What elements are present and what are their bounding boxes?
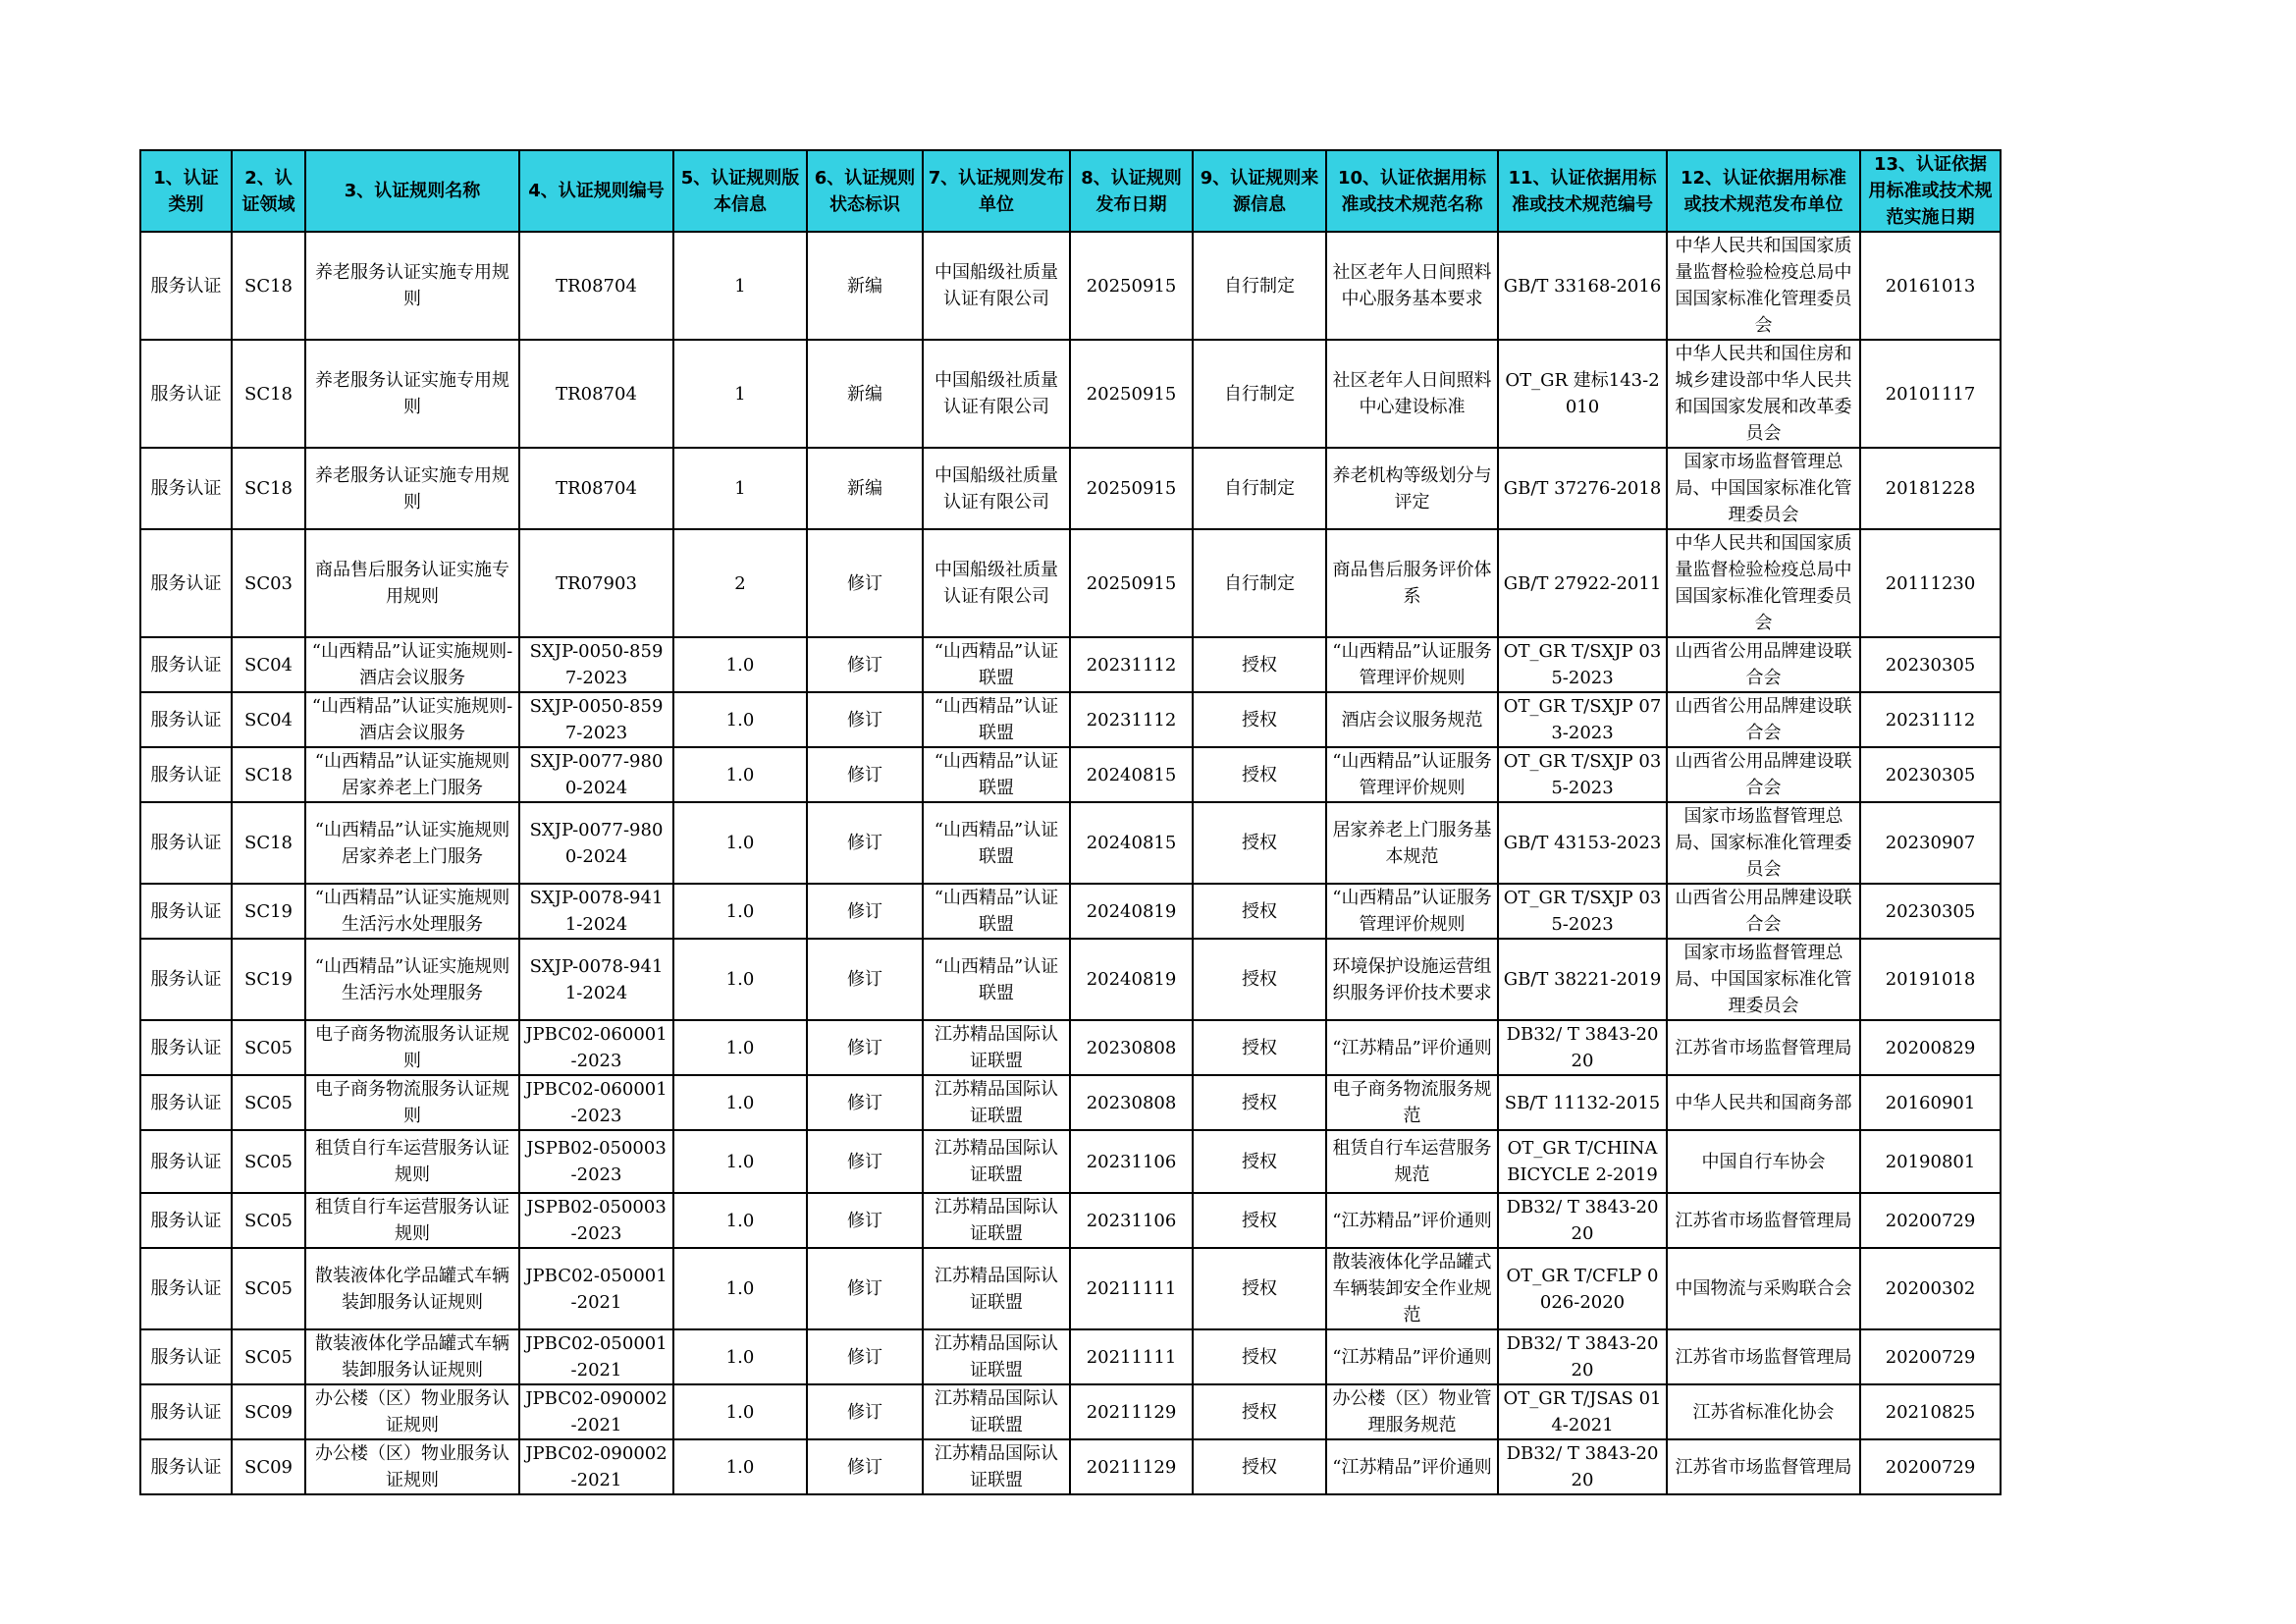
cell-standard-name: 电子商务物流服务规范 xyxy=(1326,1075,1498,1130)
cell-rule-publisher: 江苏精品国际认证联盟 xyxy=(923,1075,1070,1130)
cell-standard-number: OT_GR T/CFLP 0026-2020 xyxy=(1498,1248,1667,1329)
cell-rule-status: 修订 xyxy=(807,1329,923,1384)
cell-standard-number: DB32/ T 3843-2020 xyxy=(1498,1020,1667,1075)
cell-field: SC18 xyxy=(232,747,305,802)
cell-standard-name: 办公楼（区）物业管理服务规范 xyxy=(1326,1384,1498,1439)
cell-standard-name: 租赁自行车运营服务规范 xyxy=(1326,1130,1498,1193)
cell-rule-version: 2 xyxy=(673,529,807,637)
cell-rule-publish-date: 20211111 xyxy=(1070,1248,1193,1329)
cell-category: 服务认证 xyxy=(140,1384,232,1439)
cell-field: SC18 xyxy=(232,802,305,884)
cell-standard-publisher: 中国物流与采购联合会 xyxy=(1667,1248,1860,1329)
cell-category: 服务认证 xyxy=(140,747,232,802)
cell-rule-number: JSPB02-050003-2023 xyxy=(519,1193,673,1248)
cell-category: 服务认证 xyxy=(140,939,232,1020)
cell-rule-version: 1.0 xyxy=(673,747,807,802)
cell-standard-effective-date: 20200729 xyxy=(1860,1439,2001,1494)
cell-rule-name: 电子商务物流服务认证规则 xyxy=(305,1075,519,1130)
table-row xyxy=(140,1384,2001,1439)
cell-rule-number: TR08704 xyxy=(519,232,673,340)
cell-rule-publish-date: 20250915 xyxy=(1070,232,1193,340)
cell-standard-name: “山西精品”认证服务管理评价规则 xyxy=(1326,637,1498,692)
cell-standard-effective-date: 20161013 xyxy=(1860,232,2001,340)
cell-standard-number: OT_GR T/CHINABICYCLE 2-2019 xyxy=(1498,1130,1667,1193)
cell-standard-number: GB/T 37276-2018 xyxy=(1498,448,1667,529)
cell-category: 服务认证 xyxy=(140,232,232,340)
cell-rule-name: 养老服务认证实施专用规则 xyxy=(305,340,519,448)
cell-rule-publisher: “山西精品”认证联盟 xyxy=(923,747,1070,802)
cell-field: SC09 xyxy=(232,1439,305,1494)
table-row xyxy=(140,747,2001,802)
cell-rule-status: 修订 xyxy=(807,884,923,939)
table-row xyxy=(140,1130,2001,1193)
cell-rule-number: JPBC02-050001-2021 xyxy=(519,1329,673,1384)
cell-rule-status: 修订 xyxy=(807,1020,923,1075)
cell-standard-name: 社区老年人日间照料中心服务基本要求 xyxy=(1326,232,1498,340)
cell-rule-version: 1.0 xyxy=(673,637,807,692)
cell-rule-source: 授权 xyxy=(1193,1130,1326,1193)
table-row xyxy=(140,1248,2001,1329)
table-row xyxy=(140,1020,2001,1075)
cell-rule-publish-date: 20250915 xyxy=(1070,340,1193,448)
cell-rule-number: JPBC02-060001-2023 xyxy=(519,1075,673,1130)
cell-standard-number: DB32/ T 3843-2020 xyxy=(1498,1439,1667,1494)
cell-rule-version: 1.0 xyxy=(673,884,807,939)
certification-rules-table xyxy=(139,149,2002,1495)
cell-rule-status: 修订 xyxy=(807,1439,923,1494)
cell-standard-effective-date: 20191018 xyxy=(1860,939,2001,1020)
header-rule-number: 4、认证规则编号 xyxy=(519,150,673,232)
cell-standard-publisher: 江苏省市场监督管理局 xyxy=(1667,1020,1860,1075)
table-row xyxy=(140,1329,2001,1384)
header-rule-status: 6、认证规则状态标识 xyxy=(807,150,923,232)
cell-rule-source: 授权 xyxy=(1193,939,1326,1020)
cell-rule-publisher: 江苏精品国际认证联盟 xyxy=(923,1439,1070,1494)
header-rule-publisher: 7、认证规则发布单位 xyxy=(923,150,1070,232)
cell-rule-number: SXJP-0050-8597-2023 xyxy=(519,637,673,692)
cell-rule-number: JPBC02-050001-2021 xyxy=(519,1248,673,1329)
table-row xyxy=(140,232,2001,340)
cell-rule-publish-date: 20211111 xyxy=(1070,1329,1193,1384)
cell-field: SC05 xyxy=(232,1130,305,1193)
cell-standard-publisher: 山西省公用品牌建设联合会 xyxy=(1667,747,1860,802)
cell-rule-publisher: 江苏精品国际认证联盟 xyxy=(923,1193,1070,1248)
table-row xyxy=(140,448,2001,529)
cell-rule-status: 修订 xyxy=(807,637,923,692)
cell-field: SC19 xyxy=(232,939,305,1020)
cell-rule-status: 修订 xyxy=(807,1075,923,1130)
table-row xyxy=(140,884,2001,939)
cell-field: SC05 xyxy=(232,1075,305,1130)
cell-rule-source: 授权 xyxy=(1193,1075,1326,1130)
cell-rule-name: 养老服务认证实施专用规则 xyxy=(305,448,519,529)
cell-standard-effective-date: 20230907 xyxy=(1860,802,2001,884)
header-field: 2、认证领域 xyxy=(232,150,305,232)
cell-rule-name: 办公楼（区）物业服务认证规则 xyxy=(305,1439,519,1494)
cell-rule-status: 新编 xyxy=(807,232,923,340)
header-category: 1、认证类别 xyxy=(140,150,232,232)
cell-rule-version: 1.0 xyxy=(673,939,807,1020)
cell-rule-name: “山西精品”认证实施规则 生活污水处理服务 xyxy=(305,939,519,1020)
cell-rule-status: 修订 xyxy=(807,747,923,802)
cell-rule-source: 授权 xyxy=(1193,1020,1326,1075)
cell-rule-number: TR07903 xyxy=(519,529,673,637)
cell-category: 服务认证 xyxy=(140,448,232,529)
cell-rule-source: 授权 xyxy=(1193,802,1326,884)
cell-rule-source: 自行制定 xyxy=(1193,448,1326,529)
cell-standard-name: “山西精品”认证服务管理评价规则 xyxy=(1326,884,1498,939)
cell-standard-publisher: 山西省公用品牌建设联合会 xyxy=(1667,637,1860,692)
cell-standard-effective-date: 20231112 xyxy=(1860,692,2001,747)
cell-rule-publish-date: 20240815 xyxy=(1070,747,1193,802)
header-standard-number: 11、认证依据用标准或技术规范编号 xyxy=(1498,150,1667,232)
cell-rule-source: 授权 xyxy=(1193,1248,1326,1329)
cell-field: SC04 xyxy=(232,637,305,692)
cell-field: SC18 xyxy=(232,340,305,448)
cell-standard-effective-date: 20230305 xyxy=(1860,884,2001,939)
header-rule-source: 9、认证规则来源信息 xyxy=(1193,150,1326,232)
cell-standard-publisher: 江苏省市场监督管理局 xyxy=(1667,1329,1860,1384)
cell-rule-name: 散装液体化学品罐式车辆装卸服务认证规则 xyxy=(305,1248,519,1329)
cell-rule-publisher: 中国船级社质量认证有限公司 xyxy=(923,340,1070,448)
cell-standard-publisher: 山西省公用品牌建设联合会 xyxy=(1667,884,1860,939)
cell-standard-number: SB/T 11132-2015 xyxy=(1498,1075,1667,1130)
cell-standard-number: OT_GR T/SXJP 035-2023 xyxy=(1498,747,1667,802)
cell-standard-publisher: 江苏省标准化协会 xyxy=(1667,1384,1860,1439)
cell-standard-number: GB/T 33168-2016 xyxy=(1498,232,1667,340)
cell-category: 服务认证 xyxy=(140,1248,232,1329)
cell-rule-publish-date: 20231106 xyxy=(1070,1130,1193,1193)
cell-rule-name: 养老服务认证实施专用规则 xyxy=(305,232,519,340)
cell-rule-publish-date: 20211129 xyxy=(1070,1439,1193,1494)
cell-rule-number: SXJP-0050-8597-2023 xyxy=(519,692,673,747)
cell-rule-number: JPBC02-090002-2021 xyxy=(519,1384,673,1439)
cell-rule-status: 修订 xyxy=(807,1248,923,1329)
cell-rule-publisher: 江苏精品国际认证联盟 xyxy=(923,1384,1070,1439)
cell-field: SC04 xyxy=(232,692,305,747)
cell-field: SC05 xyxy=(232,1329,305,1384)
cell-rule-name: “山西精品”认证实施规则-酒店会议服务 xyxy=(305,692,519,747)
cell-standard-effective-date: 20200729 xyxy=(1860,1193,2001,1248)
cell-field: SC05 xyxy=(232,1193,305,1248)
cell-rule-number: TR08704 xyxy=(519,340,673,448)
cell-standard-number: DB32/ T 3843-2020 xyxy=(1498,1193,1667,1248)
cell-rule-publisher: 江苏精品国际认证联盟 xyxy=(923,1329,1070,1384)
cell-category: 服务认证 xyxy=(140,692,232,747)
cell-standard-publisher: 国家市场监督管理总局、中国国家标准化管理委员会 xyxy=(1667,448,1860,529)
cell-standard-publisher: 中国自行车协会 xyxy=(1667,1130,1860,1193)
cell-standard-number: GB/T 43153-2023 xyxy=(1498,802,1667,884)
cell-standard-number: GB/T 27922-2011 xyxy=(1498,529,1667,637)
cell-field: SC18 xyxy=(232,232,305,340)
cell-rule-version: 1.0 xyxy=(673,692,807,747)
cell-rule-publisher: “山西精品”认证联盟 xyxy=(923,884,1070,939)
cell-rule-publish-date: 20231112 xyxy=(1070,692,1193,747)
cell-field: SC05 xyxy=(232,1248,305,1329)
table-row xyxy=(140,802,2001,884)
cell-rule-publish-date: 20230808 xyxy=(1070,1020,1193,1075)
cell-rule-status: 新编 xyxy=(807,340,923,448)
cell-category: 服务认证 xyxy=(140,1193,232,1248)
cell-category: 服务认证 xyxy=(140,340,232,448)
cell-rule-status: 修订 xyxy=(807,939,923,1020)
cell-rule-source: 自行制定 xyxy=(1193,529,1326,637)
cell-category: 服务认证 xyxy=(140,1439,232,1494)
cell-rule-number: TR08704 xyxy=(519,448,673,529)
cell-field: SC03 xyxy=(232,529,305,637)
cell-rule-source: 授权 xyxy=(1193,747,1326,802)
cell-standard-effective-date: 20200729 xyxy=(1860,1329,2001,1384)
cell-standard-effective-date: 20230305 xyxy=(1860,747,2001,802)
cell-standard-publisher: 江苏省市场监督管理局 xyxy=(1667,1439,1860,1494)
cell-standard-effective-date: 20200829 xyxy=(1860,1020,2001,1075)
cell-rule-publish-date: 20240819 xyxy=(1070,884,1193,939)
cell-standard-effective-date: 20160901 xyxy=(1860,1075,2001,1130)
cell-category: 服务认证 xyxy=(140,637,232,692)
table-row xyxy=(140,637,2001,692)
cell-rule-status: 修订 xyxy=(807,802,923,884)
cell-rule-name: 租赁自行车运营服务认证规则 xyxy=(305,1130,519,1193)
cell-standard-name: “江苏精品”评价通则 xyxy=(1326,1439,1498,1494)
cell-rule-number: SXJP-0077-9800-2024 xyxy=(519,747,673,802)
cell-standard-publisher: 中华人民共和国国家质量监督检验检疫总局中国国家标准化管理委员会 xyxy=(1667,529,1860,637)
cell-rule-name: 办公楼（区）物业服务认证规则 xyxy=(305,1384,519,1439)
cell-standard-publisher: 国家市场监督管理总局、国家标准化管理委员会 xyxy=(1667,802,1860,884)
cell-standard-effective-date: 20101117 xyxy=(1860,340,2001,448)
cell-category: 服务认证 xyxy=(140,529,232,637)
cell-rule-name: 租赁自行车运营服务认证规则 xyxy=(305,1193,519,1248)
cell-standard-number: GB/T 38221-2019 xyxy=(1498,939,1667,1020)
cell-rule-publisher: 江苏精品国际认证联盟 xyxy=(923,1020,1070,1075)
cell-standard-publisher: 国家市场监督管理总局、中国国家标准化管理委员会 xyxy=(1667,939,1860,1020)
header-rule-name: 3、认证规则名称 xyxy=(305,150,519,232)
cell-rule-number: SXJP-0078-9411-2024 xyxy=(519,884,673,939)
cell-rule-publisher: 中国船级社质量认证有限公司 xyxy=(923,232,1070,340)
cell-rule-source: 授权 xyxy=(1193,637,1326,692)
table-row xyxy=(140,1439,2001,1494)
cell-rule-number: JSPB02-050003-2023 xyxy=(519,1130,673,1193)
table-row xyxy=(140,529,2001,637)
cell-rule-source: 自行制定 xyxy=(1193,340,1326,448)
cell-rule-publish-date: 20211129 xyxy=(1070,1384,1193,1439)
cell-rule-version: 1.0 xyxy=(673,1193,807,1248)
table-body xyxy=(140,232,2001,1494)
cell-rule-source: 授权 xyxy=(1193,1439,1326,1494)
cell-category: 服务认证 xyxy=(140,802,232,884)
cell-rule-source: 自行制定 xyxy=(1193,232,1326,340)
cell-rule-name: “山西精品”认证实施规则 生活污水处理服务 xyxy=(305,884,519,939)
header-standard-publisher: 12、认证依据用标准或技术规范发布单位 xyxy=(1667,150,1860,232)
cell-field: SC09 xyxy=(232,1384,305,1439)
cell-standard-name: 环境保护设施运营组织服务评价技术要求 xyxy=(1326,939,1498,1020)
cell-standard-number: DB32/ T 3843-2020 xyxy=(1498,1329,1667,1384)
cell-standard-name: “江苏精品”评价通则 xyxy=(1326,1020,1498,1075)
cell-standard-publisher: 中华人民共和国商务部 xyxy=(1667,1075,1860,1130)
cell-rule-source: 授权 xyxy=(1193,692,1326,747)
cell-rule-number: SXJP-0077-9800-2024 xyxy=(519,802,673,884)
cell-standard-effective-date: 20181228 xyxy=(1860,448,2001,529)
table-row xyxy=(140,1193,2001,1248)
cell-rule-status: 修订 xyxy=(807,1193,923,1248)
cell-rule-status: 新编 xyxy=(807,448,923,529)
cell-rule-publisher: “山西精品”认证联盟 xyxy=(923,802,1070,884)
cell-rule-source: 授权 xyxy=(1193,1329,1326,1384)
cell-standard-name: 酒店会议服务规范 xyxy=(1326,692,1498,747)
cell-rule-name: 散装液体化学品罐式车辆装卸服务认证规则 xyxy=(305,1329,519,1384)
cell-rule-publish-date: 20231112 xyxy=(1070,637,1193,692)
cell-rule-version: 1 xyxy=(673,448,807,529)
cell-field: SC05 xyxy=(232,1020,305,1075)
cell-rule-number: JPBC02-090002-2021 xyxy=(519,1439,673,1494)
cell-rule-name: “山西精品”认证实施规则 居家养老上门服务 xyxy=(305,802,519,884)
header-standard-name: 10、认证依据用标准或技术规范名称 xyxy=(1326,150,1498,232)
cell-rule-publish-date: 20231106 xyxy=(1070,1193,1193,1248)
cell-rule-version: 1 xyxy=(673,340,807,448)
header-row xyxy=(140,150,2001,232)
cell-rule-publisher: 中国船级社质量认证有限公司 xyxy=(923,448,1070,529)
cell-standard-effective-date: 20230305 xyxy=(1860,637,2001,692)
cell-standard-number: OT_GR T/SXJP 035-2023 xyxy=(1498,884,1667,939)
cell-rule-version: 1.0 xyxy=(673,1439,807,1494)
cell-rule-version: 1.0 xyxy=(673,802,807,884)
cell-standard-name: “江苏精品”评价通则 xyxy=(1326,1193,1498,1248)
cell-rule-name: 电子商务物流服务认证规则 xyxy=(305,1020,519,1075)
table-row xyxy=(140,340,2001,448)
cell-rule-version: 1.0 xyxy=(673,1020,807,1075)
cell-standard-number: OT_GR T/SXJP 073-2023 xyxy=(1498,692,1667,747)
cell-standard-name: 社区老年人日间照料中心建设标准 xyxy=(1326,340,1498,448)
cell-standard-effective-date: 20190801 xyxy=(1860,1130,2001,1193)
cell-rule-publisher: “山西精品”认证联盟 xyxy=(923,939,1070,1020)
cell-standard-effective-date: 20200302 xyxy=(1860,1248,2001,1329)
cell-rule-publisher: 江苏精品国际认证联盟 xyxy=(923,1130,1070,1193)
cell-rule-publish-date: 20240819 xyxy=(1070,939,1193,1020)
cell-rule-version: 1 xyxy=(673,232,807,340)
header-standard-effective-date: 13、认证依据用标准或技术规范实施日期 xyxy=(1860,150,2001,232)
cell-standard-name: “山西精品”认证服务管理评价规则 xyxy=(1326,747,1498,802)
cell-standard-name: 商品售后服务评价体系 xyxy=(1326,529,1498,637)
cell-standard-publisher: 江苏省市场监督管理局 xyxy=(1667,1193,1860,1248)
cell-rule-publisher: 江苏精品国际认证联盟 xyxy=(923,1248,1070,1329)
cell-standard-name: “江苏精品”评价通则 xyxy=(1326,1329,1498,1384)
cell-standard-publisher: 山西省公用品牌建设联合会 xyxy=(1667,692,1860,747)
cell-rule-source: 授权 xyxy=(1193,884,1326,939)
cell-rule-status: 修订 xyxy=(807,1130,923,1193)
cell-standard-name: 散装液体化学品罐式车辆装卸安全作业规范 xyxy=(1326,1248,1498,1329)
cell-rule-status: 修订 xyxy=(807,529,923,637)
cell-rule-publish-date: 20250915 xyxy=(1070,529,1193,637)
cell-rule-publisher: “山西精品”认证联盟 xyxy=(923,637,1070,692)
cell-rule-number: JPBC02-060001-2023 xyxy=(519,1020,673,1075)
cell-category: 服务认证 xyxy=(140,884,232,939)
cell-rule-version: 1.0 xyxy=(673,1130,807,1193)
cell-rule-source: 授权 xyxy=(1193,1384,1326,1439)
cell-standard-number: OT_GR 建标143-2010 xyxy=(1498,340,1667,448)
cell-rule-version: 1.0 xyxy=(673,1248,807,1329)
cell-rule-version: 1.0 xyxy=(673,1384,807,1439)
cell-standard-number: OT_GR T/SXJP 035-2023 xyxy=(1498,637,1667,692)
cell-standard-publisher: 中华人民共和国国家质量监督检验检疫总局中国国家标准化管理委员会 xyxy=(1667,232,1860,340)
cell-rule-publisher: “山西精品”认证联盟 xyxy=(923,692,1070,747)
cell-category: 服务认证 xyxy=(140,1075,232,1130)
cell-field: SC19 xyxy=(232,884,305,939)
table-row xyxy=(140,1075,2001,1130)
cell-rule-name: 商品售后服务认证实施专用规则 xyxy=(305,529,519,637)
cell-rule-source: 授权 xyxy=(1193,1193,1326,1248)
cell-standard-number: OT_GR T/JSAS 014-2021 xyxy=(1498,1384,1667,1439)
table-row xyxy=(140,692,2001,747)
cell-standard-name: 居家养老上门服务基本规范 xyxy=(1326,802,1498,884)
cell-standard-effective-date: 20210825 xyxy=(1860,1384,2001,1439)
cell-rule-number: SXJP-0078-9411-2024 xyxy=(519,939,673,1020)
cell-rule-version: 1.0 xyxy=(673,1329,807,1384)
cell-standard-publisher: 中华人民共和国住房和城乡建设部中华人民共和国国家发展和改革委员会 xyxy=(1667,340,1860,448)
cell-rule-status: 修订 xyxy=(807,692,923,747)
cell-rule-version: 1.0 xyxy=(673,1075,807,1130)
cell-category: 服务认证 xyxy=(140,1020,232,1075)
cell-rule-publish-date: 20230808 xyxy=(1070,1075,1193,1130)
cell-rule-publish-date: 20240815 xyxy=(1070,802,1193,884)
cell-standard-effective-date: 20111230 xyxy=(1860,529,2001,637)
header-rule-version: 5、认证规则版本信息 xyxy=(673,150,807,232)
cell-standard-name: 养老机构等级划分与评定 xyxy=(1326,448,1498,529)
cell-rule-publish-date: 20250915 xyxy=(1070,448,1193,529)
cell-rule-name: “山西精品”认证实施规则 居家养老上门服务 xyxy=(305,747,519,802)
cell-rule-name: “山西精品”认证实施规则-酒店会议服务 xyxy=(305,637,519,692)
table-row xyxy=(140,939,2001,1020)
cell-field: SC18 xyxy=(232,448,305,529)
cell-rule-publisher: 中国船级社质量认证有限公司 xyxy=(923,529,1070,637)
cell-rule-status: 修订 xyxy=(807,1384,923,1439)
cell-category: 服务认证 xyxy=(140,1329,232,1384)
header-rule-publish-date: 8、认证规则发布日期 xyxy=(1070,150,1193,232)
cell-category: 服务认证 xyxy=(140,1130,232,1193)
